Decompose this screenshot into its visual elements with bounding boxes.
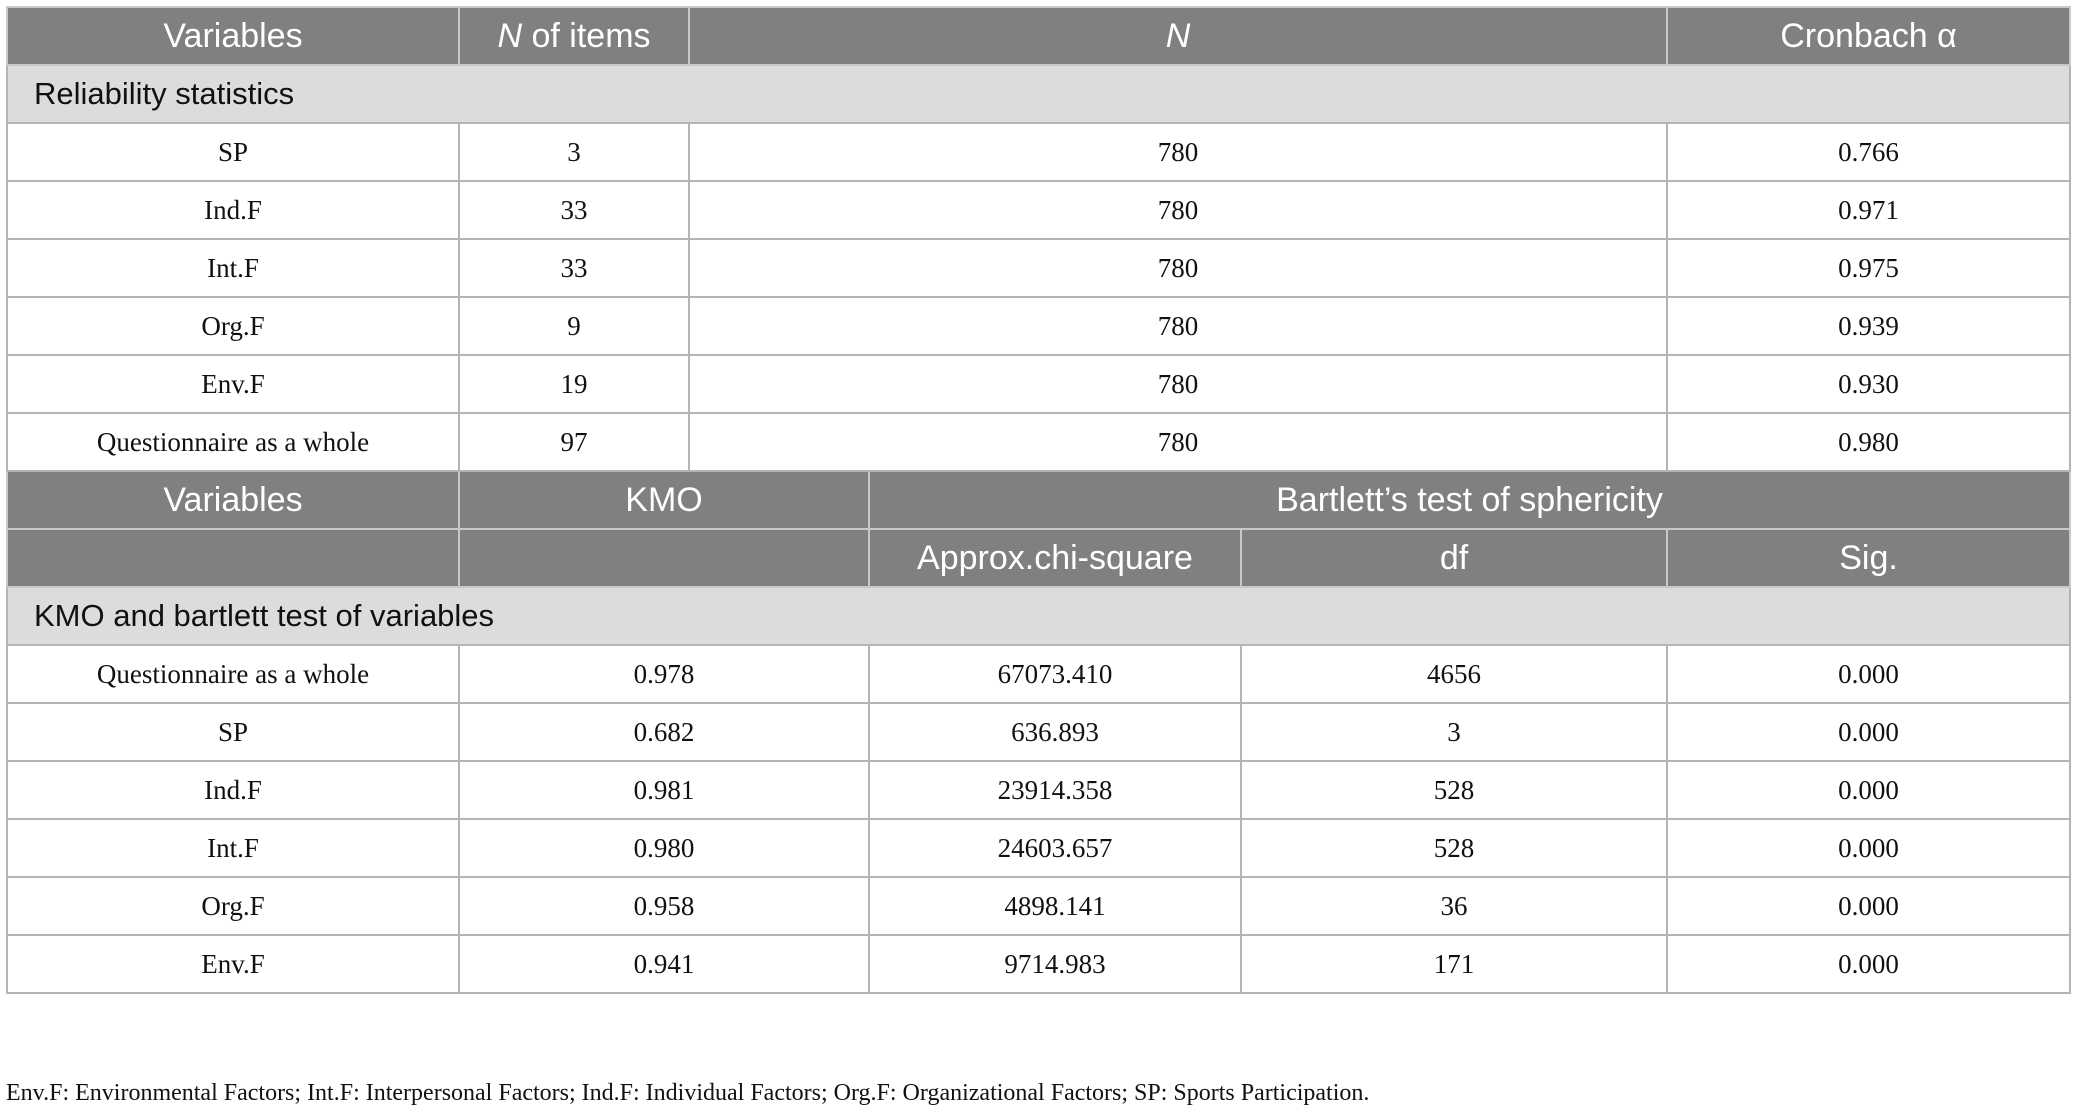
- cell-variable: Int.F: [7, 819, 459, 877]
- cell-variable: Questionnaire as a whole: [7, 413, 459, 471]
- cell-n: 780: [689, 123, 1667, 181]
- table-row: [7, 355, 2070, 413]
- cell-approx-chi-square: 23914.358: [869, 761, 1241, 819]
- kmo-header-row: [7, 471, 2070, 529]
- table-footnote: Env.F: Environmental Factors; Int.F: Interpersonal Factors; Ind.F: Individual Factors; Org.F: Organizational Factors; SP: Sports Participation.: [6, 1080, 1370, 1106]
- header-n: N: [689, 7, 1667, 65]
- cell-n-of-items: 33: [459, 239, 689, 297]
- cell-sig: 0.000: [1667, 935, 2070, 993]
- cell-df: 3: [1241, 703, 1667, 761]
- kmo-subheader-row: [7, 529, 2070, 587]
- cell-df: 171: [1241, 935, 1667, 993]
- cell-kmo: 0.941: [459, 935, 869, 993]
- cell-cronbach-alpha: 0.980: [1667, 413, 2070, 471]
- cell-approx-chi-square: 9714.983: [869, 935, 1241, 993]
- cell-kmo: 0.958: [459, 877, 869, 935]
- cell-variable: Ind.F: [7, 181, 459, 239]
- cell-n-of-items: 33: [459, 181, 689, 239]
- cell-df: 528: [1241, 819, 1667, 877]
- cell-cronbach-alpha: 0.971: [1667, 181, 2070, 239]
- table-row: [7, 645, 2070, 703]
- cell-approx-chi-square: 24603.657: [869, 819, 1241, 877]
- cell-n-of-items: 97: [459, 413, 689, 471]
- cell-kmo: 0.981: [459, 761, 869, 819]
- subheader-empty-kmo: [459, 529, 869, 587]
- statistics-table: [6, 6, 2071, 994]
- table-row: [7, 413, 2070, 471]
- cell-n: 780: [689, 297, 1667, 355]
- cell-sig: 0.000: [1667, 703, 2070, 761]
- table-row: [7, 935, 2070, 993]
- cell-variable: SP: [7, 703, 459, 761]
- cell-cronbach-alpha: 0.766: [1667, 123, 2070, 181]
- header-n-of-items-rest: of items: [522, 16, 651, 55]
- cell-n-of-items: 19: [459, 355, 689, 413]
- header-sig: Sig.: [1667, 529, 2070, 587]
- header-df: df: [1241, 529, 1667, 587]
- header-kmo-variables: Variables: [7, 471, 459, 529]
- table-row: [7, 703, 2070, 761]
- subheader-empty-variables: [7, 529, 459, 587]
- cell-df: 528: [1241, 761, 1667, 819]
- header-kmo: KMO: [459, 471, 869, 529]
- header-cronbach-alpha: Cronbach α: [1667, 7, 2070, 65]
- reliability-section-title: Reliability statistics: [7, 65, 2070, 123]
- cell-n-of-items: 9: [459, 297, 689, 355]
- header-variables: Variables: [7, 7, 459, 65]
- cell-cronbach-alpha: 0.975: [1667, 239, 2070, 297]
- header-n-of-items: [459, 7, 689, 65]
- cell-variable: Org.F: [7, 297, 459, 355]
- kmo-section-title: KMO and bartlett test of variables: [7, 587, 2070, 645]
- header-bartlett: Bartlett’s test of sphericity: [869, 471, 2070, 529]
- table-row: [7, 877, 2070, 935]
- cell-kmo: 0.980: [459, 819, 869, 877]
- cell-df: 36: [1241, 877, 1667, 935]
- table-row: [7, 123, 2070, 181]
- cell-sig: 0.000: [1667, 761, 2070, 819]
- table-row: [7, 761, 2070, 819]
- cell-kmo: 0.978: [459, 645, 869, 703]
- cell-n: 780: [689, 355, 1667, 413]
- table-row: [7, 819, 2070, 877]
- cell-n: 780: [689, 181, 1667, 239]
- header-approx-chi-square: Approx.chi-square: [869, 529, 1241, 587]
- cell-n: 780: [689, 239, 1667, 297]
- table-row: [7, 297, 2070, 355]
- cell-cronbach-alpha: 0.939: [1667, 297, 2070, 355]
- reliability-section-row: [7, 65, 2070, 123]
- cell-variable: Questionnaire as a whole: [7, 645, 459, 703]
- cell-variable: Env.F: [7, 355, 459, 413]
- cell-variable: Env.F: [7, 935, 459, 993]
- table-row: [7, 181, 2070, 239]
- cell-n: 780: [689, 413, 1667, 471]
- reliability-header-row: [7, 7, 2070, 65]
- table-row: [7, 239, 2070, 297]
- cell-approx-chi-square: 636.893: [869, 703, 1241, 761]
- cell-n-of-items: 3: [459, 123, 689, 181]
- header-n-of-items-italic: N: [497, 16, 523, 55]
- cell-sig: 0.000: [1667, 877, 2070, 935]
- cell-kmo: 0.682: [459, 703, 869, 761]
- kmo-section-row: [7, 587, 2070, 645]
- cell-approx-chi-square: 67073.410: [869, 645, 1241, 703]
- cell-variable: SP: [7, 123, 459, 181]
- cell-approx-chi-square: 4898.141: [869, 877, 1241, 935]
- cell-variable: Org.F: [7, 877, 459, 935]
- cell-variable: Int.F: [7, 239, 459, 297]
- cell-variable: Ind.F: [7, 761, 459, 819]
- cell-sig: 0.000: [1667, 819, 2070, 877]
- cell-sig: 0.000: [1667, 645, 2070, 703]
- cell-df: 4656: [1241, 645, 1667, 703]
- cell-cronbach-alpha: 0.930: [1667, 355, 2070, 413]
